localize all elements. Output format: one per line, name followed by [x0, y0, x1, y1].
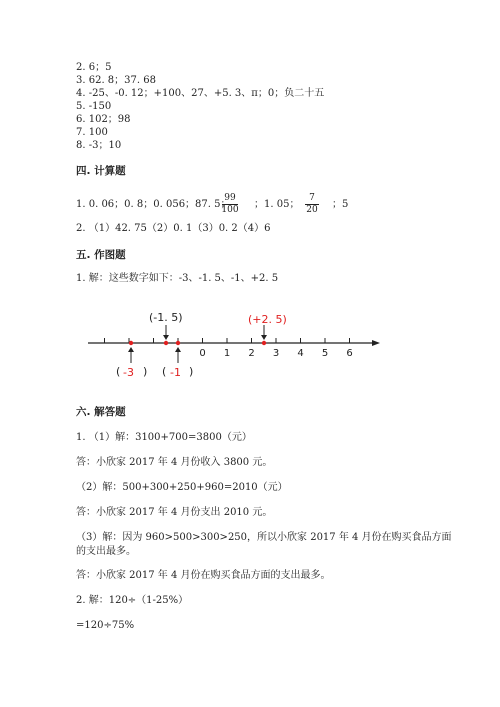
solution-line: （3）解：因为 960>500>300>250，所以小欣家 2017 年 4 月份在购买食品方面 [76, 532, 452, 543]
label-minus-3-value: -3 [123, 366, 134, 379]
point-plus-2-5 [262, 341, 266, 345]
solution-line: 答：小欣家 2017 年 4 月份在购买食品方面的支出最多。 [76, 570, 331, 581]
calc-q1-part3: ；5 [332, 199, 349, 210]
arrow-up-icon [175, 347, 181, 352]
solution-line: 答：小欣家 2017 年 4 月份收入 3800 元。 [76, 457, 273, 468]
fraction-99-100 [220, 193, 240, 216]
fraction-7-20 [304, 193, 320, 216]
label-minus-1-value: -1 [170, 366, 181, 379]
section-5-title: 五. 作图题 [76, 249, 126, 261]
fraction-numerator: 7 [309, 193, 315, 203]
section-4-title: 四. 计算题 [76, 165, 126, 177]
answer-line: 5. -150 [76, 101, 112, 112]
point-minus-1-5 [164, 341, 168, 345]
calc-q1-part2: ；1. 05； [254, 199, 300, 210]
answer-line: 4. -25、-0. 12；+100、27、+5. 3、π；0；负二十五 [76, 88, 325, 99]
answer-line: 6. 102；98 [76, 114, 131, 125]
tick-label: 4 [297, 348, 304, 359]
label-minus-1-open: ( [162, 365, 167, 378]
label-minus-3-close: ) [143, 365, 148, 378]
fraction-denominator: 100 [221, 205, 239, 215]
arrow-down-icon [163, 335, 169, 340]
tick-label: 1 [223, 348, 231, 359]
drawing-q1: 1. 解：这些数字如下：-3、-1. 5、-1、+2. 5 [76, 273, 279, 284]
arrow-down-icon [261, 335, 267, 340]
solution-line: （2）解：500+300+250+960=2010（元） [76, 482, 288, 493]
tick-label: 3 [272, 348, 280, 359]
solution-line: 答：小欣家 2017 年 4 月份支出 2010 元。 [76, 507, 273, 518]
calc-q1-part1: 1. 0. 06；0. 8；0. 056；87. 5； [76, 199, 231, 210]
tick-label: 0 [199, 348, 206, 359]
solution-line: 1. （1）解：3100+700=3800（元） [76, 432, 252, 443]
label-minus-1-5: (-1. 5) [149, 311, 183, 324]
fraction-numerator: 99 [224, 193, 236, 203]
answer-line: 8. -3；10 [76, 140, 122, 151]
label-plus-2-5: (+2. 5) [248, 313, 287, 326]
answer-line: 7. 100 [76, 127, 108, 138]
number-line-figure [0, 305, 500, 395]
axis-arrow-icon [372, 340, 380, 346]
tick-label: 6 [346, 348, 353, 359]
point-minus-1 [176, 341, 180, 345]
solution-line: 2. 解：120÷（1-25%） [76, 595, 189, 606]
point-minus-3 [129, 341, 133, 345]
answer-line: 3. 62. 8；37. 68 [76, 75, 156, 86]
solution-line: 的支出最多。 [76, 546, 136, 557]
tick-label: 2 [248, 348, 255, 359]
arrow-up-icon [128, 347, 134, 352]
fraction-denominator: 20 [306, 205, 318, 215]
section-6-title: 六. 解答题 [76, 406, 126, 418]
label-minus-3-open: ( [116, 365, 121, 378]
solution-line: =120÷75% [76, 620, 135, 631]
answer-line: 2. 6；5 [76, 62, 112, 73]
label-minus-1-close: ) [189, 365, 194, 378]
calc-q2: 2. （1）42. 75（2）0. 1（3）0. 2（4）6 [76, 223, 271, 234]
tick-label: 5 [321, 348, 329, 359]
